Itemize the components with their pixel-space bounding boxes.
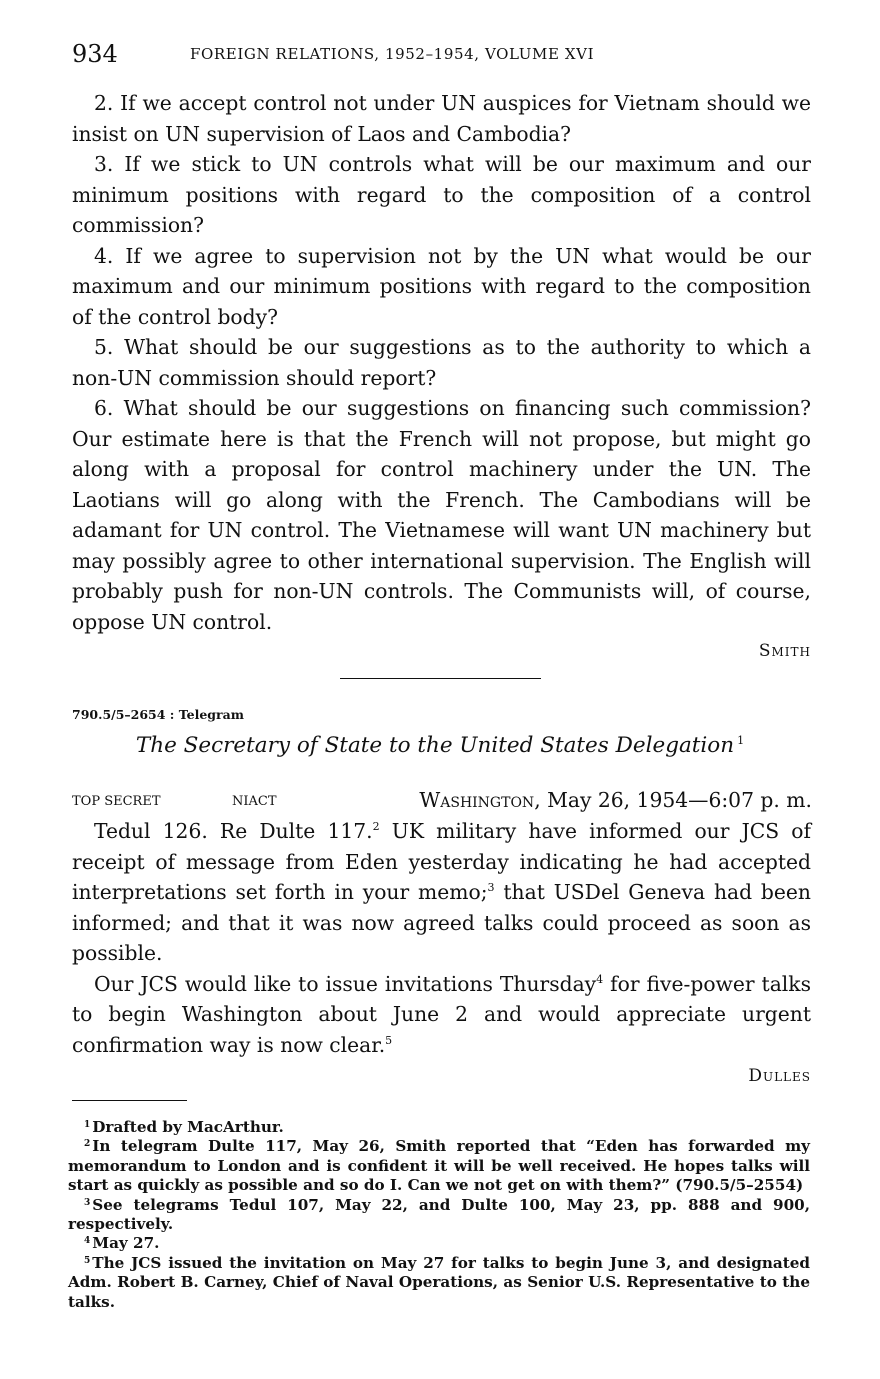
footnotes xyxy=(68,1118,810,1312)
telegram-body xyxy=(72,816,811,1060)
telegram-paragraph-2: Our JCS would like to issue invitations Thursday$^4$ for five-power talks to begin Washington about June 2 and would appreciate urgent confirmation way is now clear.$^5$ xyxy=(72,971,811,1057)
question-4: 4. If we agree to supervision not by the UN what would be our maximum and our minimum positions with regard to the composition of the control body? xyxy=(72,243,811,329)
dateline xyxy=(72,788,812,818)
document-title-text: The Secretary of State to the United States Delegation xyxy=(135,733,735,758)
footnote-ref-2: 2 xyxy=(372,820,380,833)
precedence: NIACT xyxy=(232,794,277,809)
place-and-date xyxy=(419,788,812,812)
footnote-ref-4: 4 xyxy=(596,972,604,986)
signature-smith: Smith xyxy=(758,641,811,661)
question-2: 2. If we accept control not under UN auspices for Vietnam should we insist on UN supervision of Laos and Cambodia? xyxy=(72,91,811,146)
document-title xyxy=(0,733,880,758)
page-number: 934 xyxy=(72,40,118,68)
footnote-ref-3: 3 xyxy=(487,881,495,894)
question-6: 6. What should be our suggestions on financing such commission? Our estimate here is that the French will not propose, but might go along with a proposal for control machinery under the UN. The Laotians will go along with the French. The Cambodians will be adamant for UN control. The Vietnamese will want UN machinery but may possibly agree to other international supervision. The English will probably push for non-UN controls. The Communists will, of course, oppose UN control. xyxy=(72,396,811,634)
file-reference: 790.5/5–2654 : Telegram xyxy=(72,707,244,722)
footnote-divider xyxy=(72,1100,187,1101)
footnote-3: $^3$ See telegrams Tedul 107, May 22, and Dulte 100, May 23, pp. 888 and 900, respectively. xyxy=(68,1195,810,1234)
footnote-4: $^4$ May 27. xyxy=(84,1234,160,1253)
running-title: FOREIGN RELATIONS, 1952–1954, VOLUME XVI xyxy=(190,45,595,63)
place: Washington xyxy=(419,788,535,812)
footnote-5: $^5$ The JCS issued the invitation on May 27 for talks to begin June 3, and designated Adm. Robert B. Carney, Chief of Naval Operations, as Senior U.S. Representative to the talks. xyxy=(68,1253,810,1311)
footnote-2: $^2$ In telegram Dulte 117, May 26, Smith reported that “Eden has forwarded my memorandum to London and is confident it will be well received. He hopes talks will start as quickly as possible and so do I. Can we not get on with them?” (790.5/5–2554) xyxy=(68,1137,810,1195)
signature-dulles: Dulles xyxy=(748,1066,811,1086)
footnote-ref-5: 5 xyxy=(385,1033,393,1047)
question-5: 5. What should be our suggestions as to the authority to which a non-UN commission should report? xyxy=(72,335,811,390)
questions-section xyxy=(72,88,811,637)
telegram-paragraph-1: Tedul 126. Re Dulte 117.$^2$ UK military have informed our JCS of receipt of message from Eden yesterday indicating he had accepted interpretations set forth in your memo;$^3$ that USDel Geneva had been informed; and that it was now agreed talks could proceed as soon as possible. xyxy=(72,819,811,965)
classification: TOP SECRET xyxy=(72,794,161,809)
question-3: 3. If we stick to UN controls what will be our maximum and our minimum positions with regard to the composition of a control commission? xyxy=(72,152,811,237)
section-divider xyxy=(340,678,541,679)
date: , May 26, 1954—6:07 p. m. xyxy=(534,788,812,812)
page-header xyxy=(72,40,812,66)
footnote-1: $^1$ Drafted by MacArthur. xyxy=(84,1118,284,1136)
footnote-ref-1: 1 xyxy=(737,734,745,747)
